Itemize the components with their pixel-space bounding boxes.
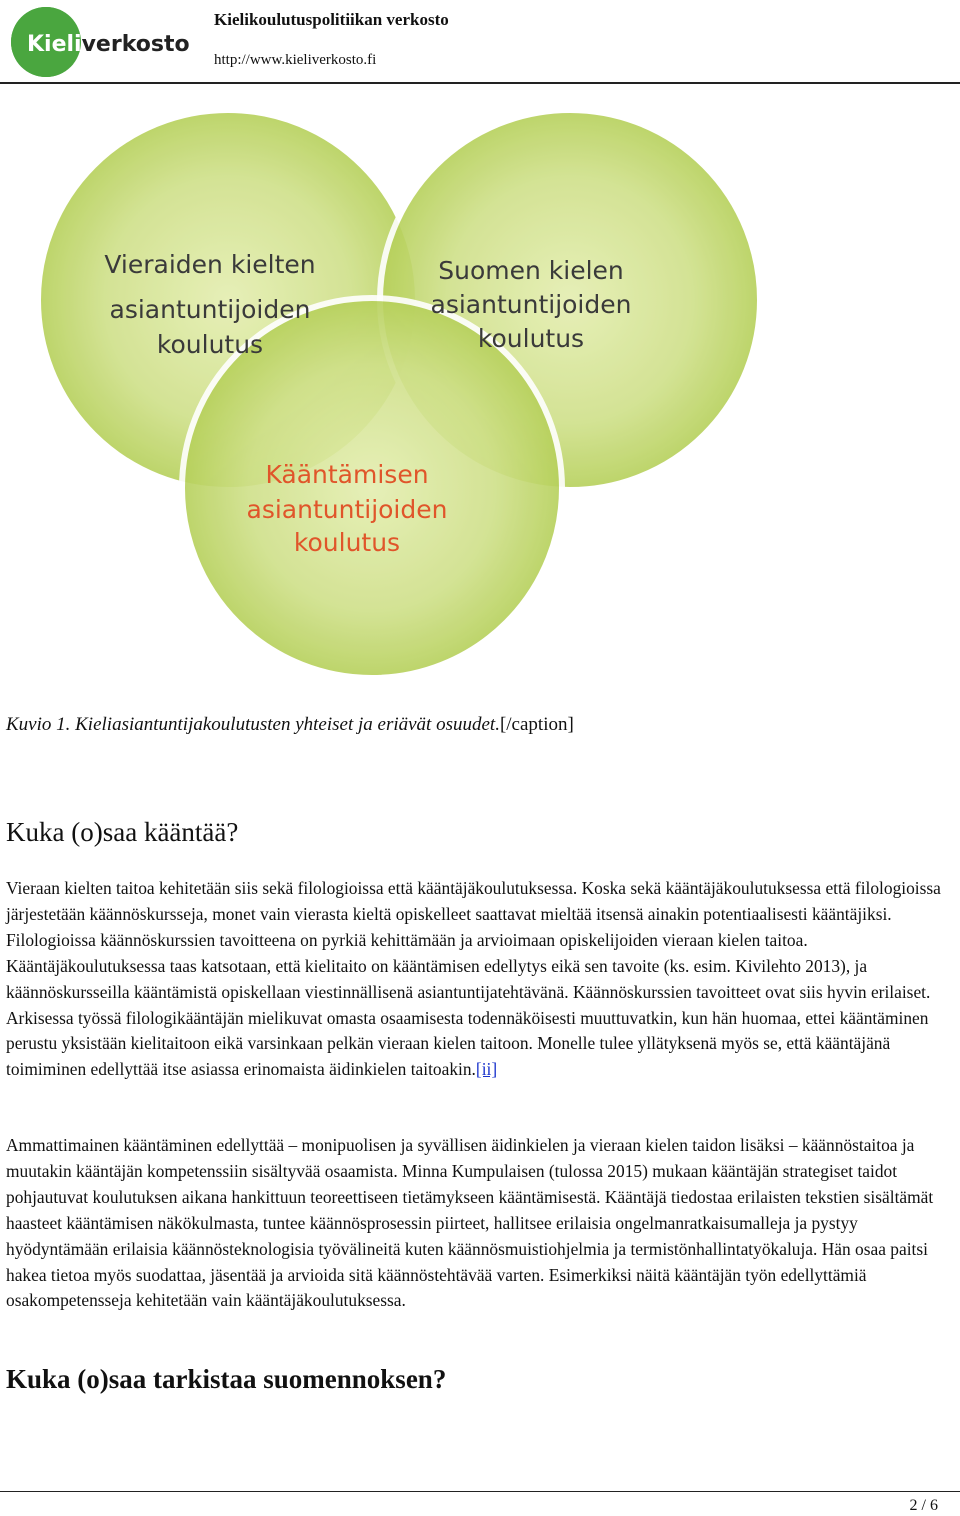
figure-caption (6, 714, 574, 736)
circle-bottom-label-line1: Kääntämisen (265, 460, 429, 489)
footer-divider (0, 1491, 960, 1492)
venn-diagram (0, 84, 960, 684)
caption-shortcode: [/caption] (499, 714, 574, 735)
section-heading-who-can-check: Kuka (o)saa tarkistaa suomennoksen? (6, 1364, 447, 1394)
figure-caption-text: Kuvio 1. Kieliasiantuntijakoulutusten yhteiset ja eriävät osuudet. (6, 714, 500, 735)
paragraph-1 (6, 876, 954, 1083)
page-number: 2 / 6 (909, 1497, 938, 1514)
circle-bottom-label-line3: koulutus (293, 528, 401, 557)
site-url[interactable]: http://www.kieliverkosto.fi (214, 52, 377, 68)
footnote-link-ii[interactable]: [ii] (475, 1059, 498, 1080)
paragraph-1-text: Vieraan kielten taitoa kehitetään siis sekä filologioissa että kääntäjäkoulutuksessa. Koska sekä kääntäjäkoulutuksessa että filologioissa järjestetään käännöskursseja, monet vain vierasta kieltä opiskelleet saattavat mieltää itsensä ainakin potentiaalisesti kääntäjiksi. Filologioissa käännöskurssien tavoitteena on pyrkiä kehittämään ja arvioimaan opiskelijoiden vieraan kielen taitoa. Kääntäjäkoulutuksessa taas katsotaan, että kielitaito on kääntämisen edellytys eikä sen tavoite (ks. esim. Kivilehto 2013), ja käännöskursseilla kääntämistä opiskellaan viestinnällisenä asiantuntijatehtävänä. Käännöskurssien tavoitteet ovat siis hyvin erilaiset. Arkisessa työssä filologikääntäjän mielikuvat omasta osaamisesta todennäköisesti muuttuvatkin, kun hän huomaa, ettei kääntäminen perustu yksistään kielitaitoon eikä varsinkaan pelkän vieraan kielen taitoon. Monelle tulee yllätyksenä myös se, että kääntäjänä toimiminen edellyttää itse asiassa erinomaista äidinkielen taitoakin. (6, 878, 941, 1080)
circle-right-label-line3: koulutus (477, 324, 585, 353)
kieliverkosto-logo[interactable] (10, 6, 196, 78)
circle-bottom-label-line2: asiantuntijoiden (246, 495, 448, 524)
site-title: Kielikoulutuspolitiikan verkosto (214, 10, 449, 29)
logo-wordmark: Kieliverkosto (27, 32, 190, 57)
paragraph-2: Ammattimainen kääntäminen edellyttää – monipuolisen ja syvällisen äidinkielen ja vieraan kielen taidon lisäksi – käännöstaitoa ja muutakin kääntäjän kompetenssiin sisältyvää osaamista. Minna Kumpulaisen (tulossa 2015) mukaan kääntäjän strategiset taidot pohjautuvat koulutuksen aikana hankittuun teoreettiseen tietämykseen kääntämisestä. Kääntäjä tiedostaa erilaisten tekstien sisältämät haasteet kääntämisen näkökulmasta, tuntee käännösprosessin piirteet, hallitsee erilaisia ongelmanratkaisumalleja ja pystyy hyödyntämään erilaisia käännösteknologisia työvälineitä kuten käännösmuistiohjelmia ja termistönhallintatyökaluja. Hän osaa paitsi hakea tietoa myös suodattaa, jäsentää ja arvioida sitä käännöstehtävää varten. Esimerkiksi näitä kääntäjän työn edellyttämiä osakompetensseja kehitetään vain kääntäjäkoulutuksessa. (6, 1135, 934, 1311)
circle-right-label-line2: asiantuntijoiden (430, 290, 632, 319)
circle-left-label-line2: asiantuntijoiden (109, 295, 311, 324)
circle-left-label-line3: koulutus (156, 330, 264, 359)
circle-left-label-line1: Vieraiden kielten (104, 250, 316, 279)
section-heading-who-can-translate: Kuka (o)saa kääntää? (6, 817, 239, 847)
circle-right-label-line1: Suomen kielen (438, 256, 624, 285)
page-header (0, 0, 960, 84)
